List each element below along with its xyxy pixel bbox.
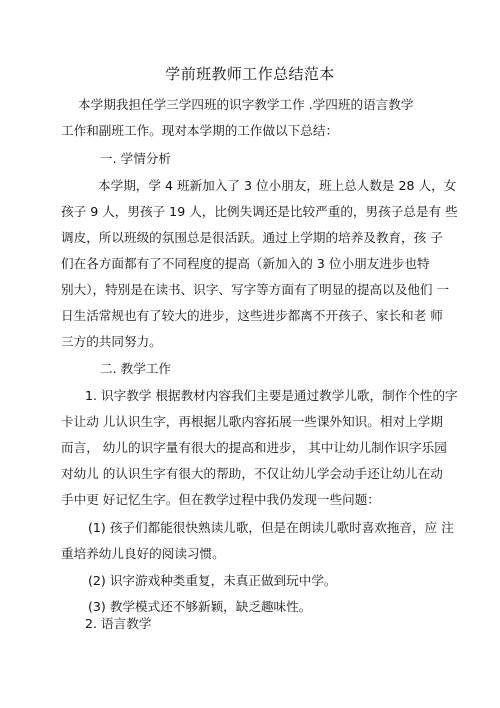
paragraph-line: 工作和副班工作。现对本学期的工作做以下总结： [61, 123, 339, 138]
paragraph-line: 重培养幼儿良好的阅读习惯。 [61, 546, 225, 561]
list-item: (2) 识字游戏种类重复，未真正做到玩中学。 [88, 573, 337, 588]
paragraph-line: 本学期，学 4 班新加入了 3 位小朋友，班上总人数是 28 人，女 [98, 178, 457, 193]
document-title: 学前班教师工作总结范本 [165, 65, 335, 83]
paragraph-line: 别大），特别是在读书、识字、写字等方面有了明显的提高以及他们 一 [61, 282, 450, 297]
paragraph-line: 而言， 幼儿的识字量有很大的提高和进步， 其中让幼儿制作识字乐园 [61, 440, 447, 455]
list-item: (3) 教学模式还不够新颖，缺乏趣味性。 [88, 599, 312, 614]
section-heading: 一. 学情分析 [100, 151, 171, 166]
list-item: (1) 孩子们都能很快熟读儿歌，但是在朗读儿歌时喜欢拖音，应 注 [88, 520, 454, 535]
paragraph-line: 本学期我担任学三学四班的识字教学工作 .学四班的语言教学 [78, 97, 414, 112]
paragraph-line: 们在各方面都有了不同程度的提高（新加入的 3 位小朋友进步也特 [61, 256, 430, 271]
paragraph-line: 卡让动 儿认识生字，再根据儿歌内容拓展一些课外知识。相对上学期 [61, 414, 443, 429]
paragraph-line: 调皮，所以班级的氛围总是很活跃。通过上学期的培养及教育，孩 子 [61, 230, 443, 245]
paragraph-line: 1. 识字教学 根据教材内容我们主要是通过教学儿歌，制作个性的字 [85, 388, 458, 403]
section-heading: 二. 教学工作 [100, 361, 171, 376]
paragraph-line: 对幼儿 的认识生字有很大的帮助，不仅让幼儿学会动手还让幼儿在动 [61, 466, 443, 481]
paragraph-line: 手中更 好记忆生字。但在教学过程中我仍发现一些问题： [61, 492, 380, 507]
paragraph-line: 孩子 9 人，男孩子 19 人，比例失调还是比较严重的，男孩子总是有 些 [61, 204, 458, 219]
paragraph-line: 三方的共同努力。 [61, 334, 162, 349]
subsection-heading: 2. 语言教学 [85, 616, 152, 631]
paragraph-line: 日生活常规也有了较大的进步，这些进步都离不开孩子、家长和老 师 [61, 308, 443, 323]
